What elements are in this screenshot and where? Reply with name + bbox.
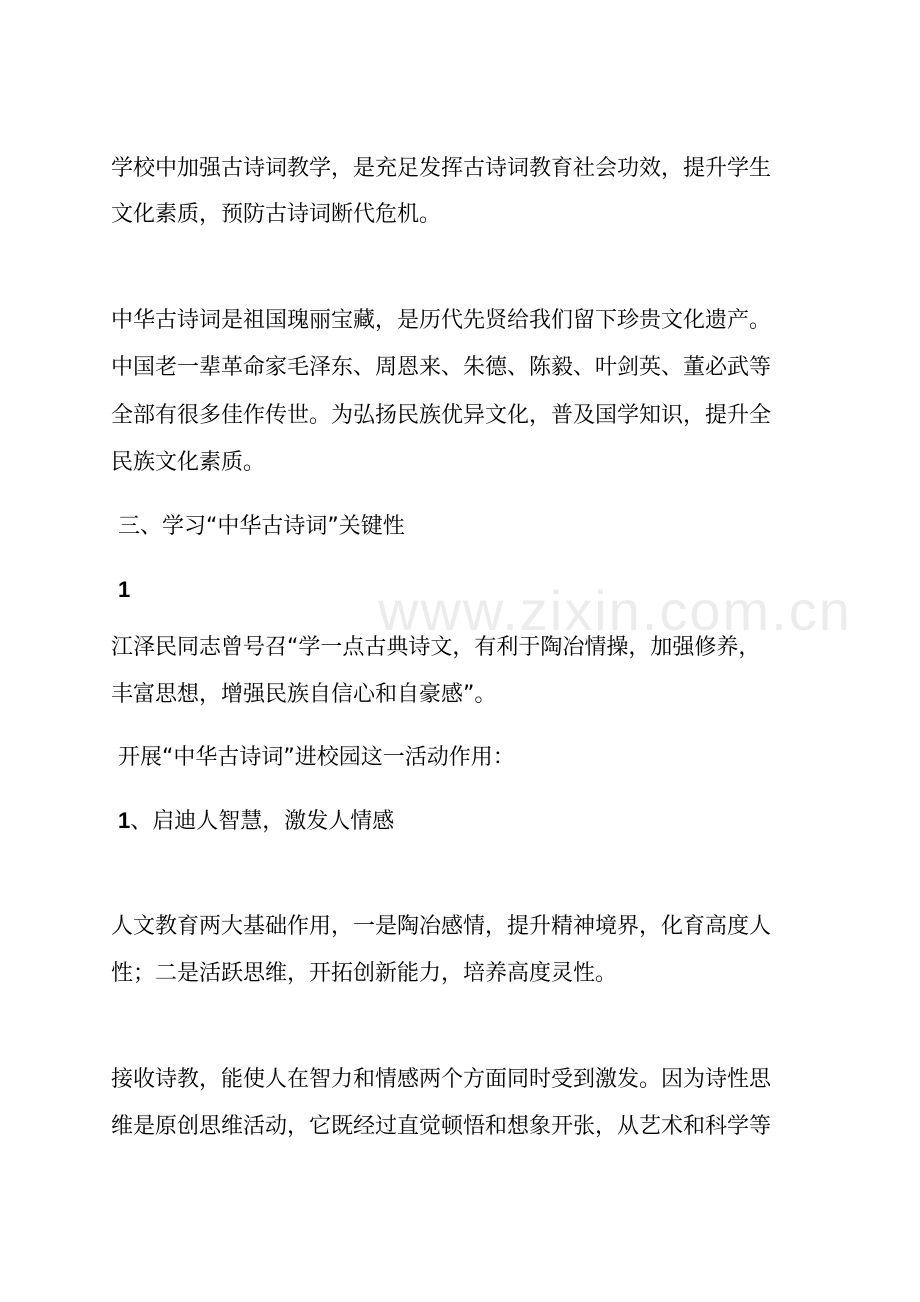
subheading bbox=[118, 806, 394, 837]
quote-paragraph-line-2: 丰富思想，增强民族自信心和自豪感”。 bbox=[111, 682, 497, 707]
paragraph-1-line-2: 文化素质，预防古诗词断代危机。 bbox=[111, 202, 442, 227]
subheading-text: 、启迪人智慧，激发人情感 bbox=[130, 809, 395, 834]
section-number: 1 bbox=[118, 577, 131, 602]
paragraph-3-line-2: 性；二是活跃思维，开拓创新能力，培养高度灵性。 bbox=[111, 961, 618, 986]
paragraph-2-line-4: 民族文化素质。 bbox=[111, 450, 266, 475]
paragraph-2-line-3: 全部有很多佳作传世。为弘扬民族优异文化，普及国学知识，提升全 bbox=[111, 403, 772, 428]
watermark: www.zixin.com.cn bbox=[378, 579, 852, 642]
paragraph-4-line-1: 接收诗教，能使人在智力和情感两个方面同时受到激发。因为诗性思 bbox=[111, 1067, 772, 1092]
subheading-number: 1 bbox=[118, 808, 131, 833]
paragraph-1-line-1: 学校中加强古诗词教学，是充足发挥古诗词教育社会功效，提升学生 bbox=[111, 156, 772, 181]
quote-paragraph-line-1: 江泽民同志曾号召“学一点古典诗文，有利于陶冶情操，加强修养， bbox=[111, 635, 761, 660]
section-heading: 三、学习“中华古诗词”关键性 bbox=[118, 514, 405, 539]
paragraph-2-line-2: 中国老一辈革命家毛泽东、周恩来、朱德、陈毅、叶剑英、董必武等 bbox=[111, 355, 772, 380]
paragraph-4-line-2: 维是原创思维活动，它既经过直觉顿悟和想象开张，从艺术和科学等 bbox=[111, 1114, 772, 1139]
activity-heading: 开展“中华古诗词”进校园这一活动作用： bbox=[118, 745, 515, 770]
paragraph-3-line-1: 人文教育两大基础作用，一是陶冶感情，提升精神境界，化育高度人 bbox=[111, 914, 772, 939]
paragraph-2-line-1: 中华古诗词是祖国瑰丽宝藏，是历代先贤给我们留下珍贵文化遗产。 bbox=[111, 308, 772, 333]
